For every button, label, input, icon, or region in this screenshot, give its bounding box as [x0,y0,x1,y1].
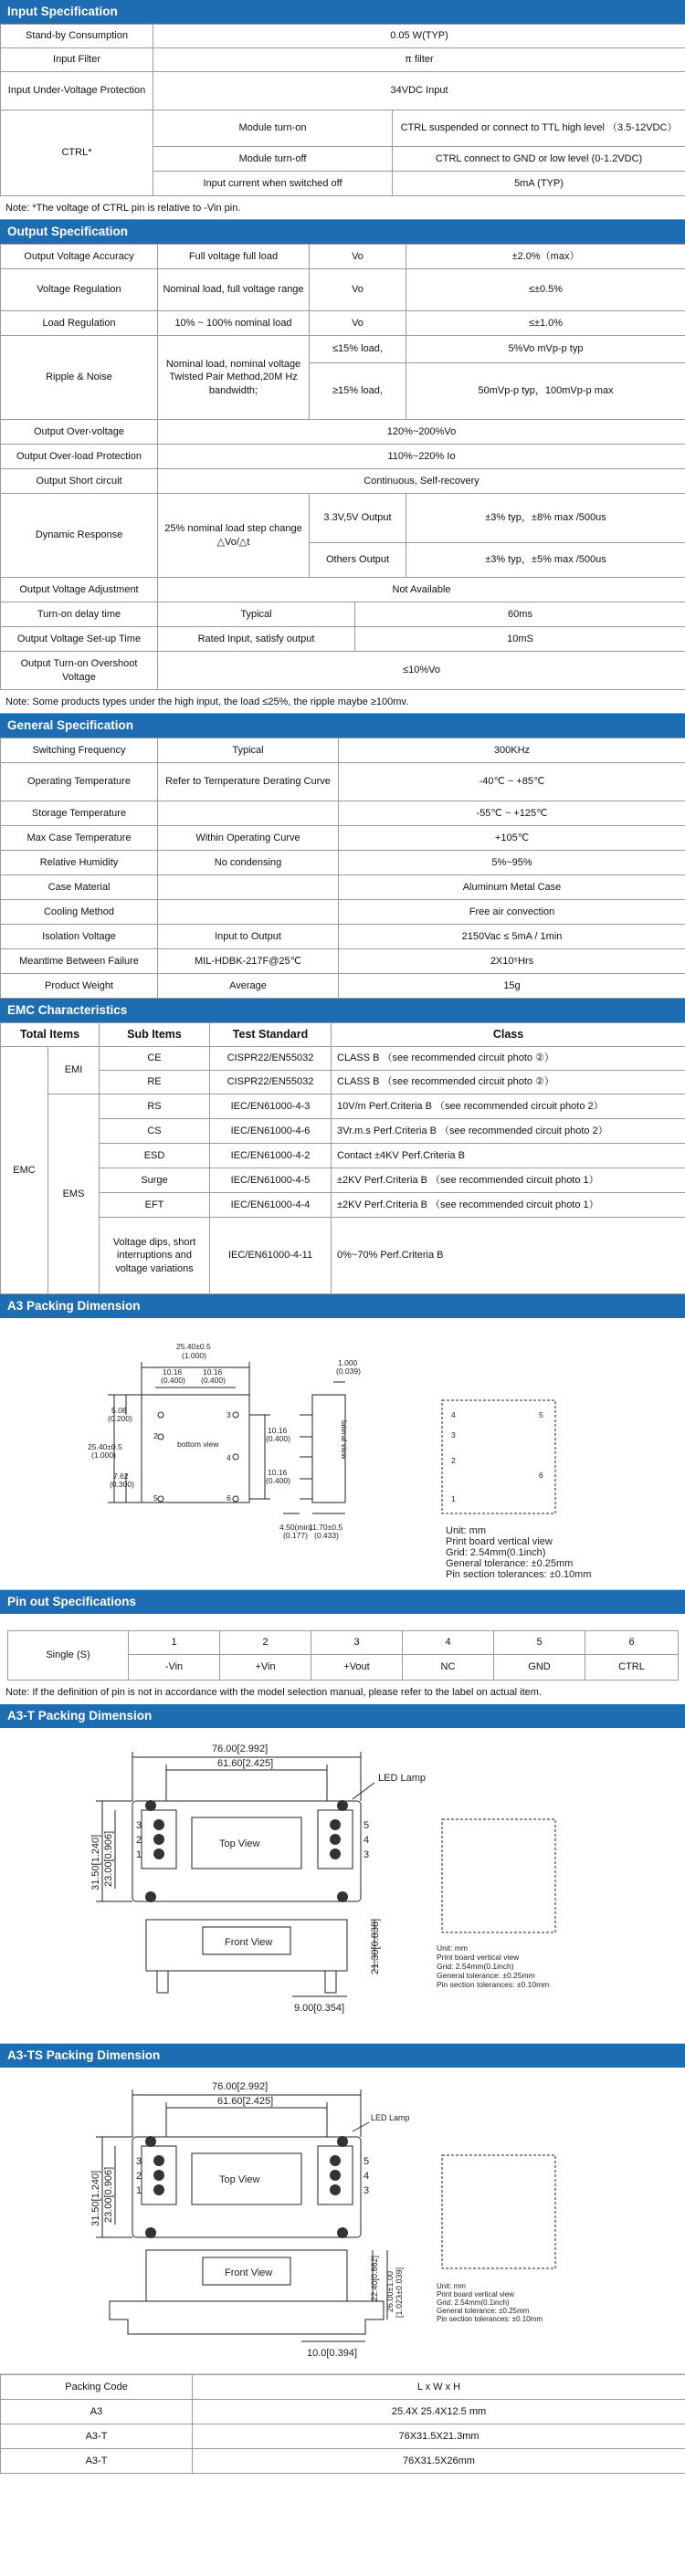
uvp-label: Input Under-Voltage Protection [1,72,153,110]
general-cond: Refer to Temperature Derating Curve [158,763,339,801]
emc-col-standard: Test Standard [210,1023,332,1047]
a3-pin-label: 5 [153,1493,158,1503]
a3-pin-dot [158,1496,163,1502]
setup-value: 10mS [355,627,685,652]
a3-drawing-svg [0,1318,685,1590]
general-label: Cooling Method [1,900,158,925]
pin-number: 2 [220,1631,311,1655]
ripple-a-sub: ≤15% load, [310,336,406,363]
pinout-header: Pin out Specifications [0,1590,685,1614]
a3ts-dim-fw: 10.0[0.394] [307,2348,358,2359]
emc-col-class: Class [332,1023,685,1047]
a3-grid-pin: 2 [451,1456,456,1465]
a3ts-dim-h2: 23.00[0.906] [103,2166,114,2223]
regulation-label: Voltage Regulation [1,269,158,311]
a3ts-rail-clip [110,2301,384,2334]
a3t-terminal-screw [153,1819,164,1830]
emc-sub: CS [100,1119,210,1144]
a3-pin-dot [158,1434,163,1440]
load-reg-symbol: Vo [310,311,406,336]
a3-header: A3 Packing Dimension [0,1294,685,1318]
a3-grid-pin: 3 [451,1430,456,1440]
a3-dim-r2: 10.16 [268,1468,288,1477]
dynamic-cond: 25% nominal load step change △Vo/△t [158,494,310,578]
general-label: Isolation Voltage [1,925,158,949]
emc-std: IEC/EN61000-4-3 [210,1094,332,1119]
general-cond: Input to Output [158,925,339,949]
turnon-label: Turn-on delay time [1,602,158,627]
emc-col-total: Total Items [1,1023,100,1047]
a3t-terminal-screw [153,1848,164,1859]
a3ts-dim-fh2: 26.00±1.00 [385,2271,395,2312]
a3-dim-height-in: (1.000) [91,1450,116,1460]
a3ts-pin-right: 3 [364,2185,370,2196]
dynamic-b-sub: Others Output [310,543,406,578]
emc-class: 10V/m Perf.Criteria B （see recommended circuit photo 2） [332,1094,685,1119]
ctrl-on-value: CTRL suspended or connect to TTL high level （3.5-12VDC） [393,110,685,147]
emc-sub: Surge [100,1168,210,1193]
a3t-dim-h: 31.50[1.240] [90,1834,101,1890]
ov-label: Output Over-voltage [1,420,158,445]
a3ts-terminal-screw [330,2170,341,2181]
regulation-cond: Nominal load, full voltage range [158,269,310,311]
a3-dim-left: 5.08 [111,1406,127,1415]
emc-std: CISPR22/EN55032 [210,1047,332,1071]
a3t-drawing [0,1728,685,2044]
packing-code: A3-T [1,2449,193,2474]
emc-std: IEC/EN61000-4-11 [210,1218,332,1294]
a3ts-dim-total: 76.00[2.992] [212,2081,269,2092]
pin-number: 6 [585,1631,679,1655]
a3-pin-label: 4 [227,1453,231,1462]
packing-col-size: L x W x H [193,2375,685,2400]
emc-sub: RS [100,1094,210,1119]
load-reg-cond: 10% ~ 100% nominal load [158,311,310,336]
a3t-dim-fh: 21.30[0.838] [370,1918,381,1974]
a3-dim-low: 7.62 [113,1471,129,1481]
a3t-note: Grid: 2.54mm(0.1inch) [437,1962,514,1971]
a3ts-screw [145,2136,156,2147]
a3-note: Pin section tolerances: ±0.10mm [446,1569,592,1580]
a3ts-terminal-screw [153,2170,164,2181]
dynamic-b-value: ±3% typ，±5% max /500us [406,543,685,578]
a3ts-dim-fh2-in: [1.023±0.039] [395,2267,404,2318]
emc-std: IEC/EN61000-4-2 [210,1144,332,1168]
emc-class: ±2KV Perf.Criteria B （see recommended circuit photo 1） [332,1193,685,1218]
ov-value: 120%~200%Vo [158,420,685,445]
a3t-grid-outline [442,1819,555,1932]
a3ts-note: General tolerance: ±0.25mm [437,2307,530,2315]
a3t-screw [145,1800,156,1811]
ctrl-current-value: 5mA (TYP) [393,172,685,196]
accuracy-value: ±2.0%（max） [406,245,685,269]
a3ts-front-view-label: Front View [225,2267,273,2278]
standby-label: Stand-by Consumption [1,25,153,48]
regulation-value: ≤±0.5% [406,269,685,311]
adjust-label: Output Voltage Adjustment [1,578,158,602]
general-value: Aluminum Metal Case [339,875,685,900]
a3-dim-pin: 4.50(min) [279,1523,312,1532]
general-cond: Typical [158,738,339,763]
dynamic-a-sub: 3.3V,5V Output [310,494,406,543]
emc-std: IEC/EN61000-4-5 [210,1168,332,1193]
a3-note: General tolerance: ±0.25mm [446,1558,574,1569]
a3ts-note: Grid: 2.54mm(0.1inch) [437,2299,510,2307]
general-label: Storage Temperature [1,801,158,826]
a3t-front-view-label: Front View [225,1937,273,1948]
general-spec-table [0,738,685,999]
output-spec-header: Output Specification [0,220,685,244]
emc-class: CLASS B （see recommended circuit photo ②） [332,1071,685,1094]
a3-pin-label: 6 [227,1493,231,1503]
a3ts-drawing [0,2068,685,2374]
ripple-a-value: 5%Vo mVp-p typ [406,336,685,363]
a3t-note: Pin section tolerances: ±0.10mm [437,1980,550,1989]
a3-bottom-view-outline [142,1395,249,1503]
a3t-pin-left: 1 [136,1849,142,1860]
turnon-cond: Typical [158,602,355,627]
a3-pin-dot [233,1454,238,1460]
emi-group: EMI [48,1047,100,1094]
pin-name: -Vin [129,1655,220,1681]
ol-label: Output Over-load Protection [1,445,158,469]
general-spec-header: General Specification [0,714,685,738]
emc-class: 0%~70% Perf.Criteria B [332,1218,685,1294]
general-value: 2X10⁵Hrs [339,949,685,974]
packing-size: 76X31.5X21.3mm [193,2424,685,2449]
ol-value: 110%~220% Io [158,445,685,469]
a3ts-note: Print board vertical view [437,2290,514,2299]
general-value: 15g [339,974,685,999]
emc-sub: EFT [100,1193,210,1218]
emc-std: IEC/EN61000-4-6 [210,1119,332,1144]
a3-pin-dot [233,1496,238,1502]
load-reg-label: Load Regulation [1,311,158,336]
pinout-row-label: Single (S) [8,1631,129,1681]
pin-name: NC [403,1655,494,1681]
pinout-table [7,1630,679,1681]
a3t-led-label: LED Lamp [378,1773,426,1784]
ripple-b-sub: ≥15% load, [310,363,406,420]
a3-dim-thick-in: (0.433) [314,1531,339,1540]
input-spec-table [0,24,685,196]
a3t-header: A3-T Packing Dimension [0,1704,685,1728]
a3t-pin-right: 4 [364,1835,370,1846]
general-cond: No condensing [158,851,339,875]
a3t-screw [337,1891,348,1902]
a3t-note: Print board vertical view [437,1953,520,1962]
a3-dim-low-in: (0.300) [110,1480,134,1489]
a3ts-dim-fh: 22.40[0.882] [370,2255,379,2301]
a3t-top-body [132,1801,361,1901]
a3t-dim-total: 76.00[2.992] [212,1744,269,1754]
ctrl-label: CTRL* [1,110,153,196]
ems-group: EMS [48,1094,100,1294]
general-label: Meantime Between Failure [1,949,158,974]
a3ts-pin-right: 5 [364,2156,370,2167]
emc-sub: RE [100,1071,210,1094]
a3-pin-label: 3 [227,1410,231,1419]
a3t-note: General tolerance: ±0.25mm [437,1971,535,1980]
a3ts-note: Pin section tolerances: ±0.10mm [437,2315,543,2323]
general-value: -55℃ ~ +125℃ [339,801,685,826]
a3t-dim-fw: 9.00[0.354] [294,2003,345,2014]
a3ts-terminal-screw [153,2155,164,2166]
a3ts-terminal-screw [153,2184,164,2195]
packing-col-code: Packing Code [1,2375,193,2400]
pin-name: GND [494,1655,585,1681]
a3ts-top-view-label: Top View [219,2174,260,2185]
load-reg-value: ≤±1.0% [406,311,685,336]
emc-class: CLASS B （see recommended circuit photo ②） [332,1047,685,1071]
a3ts-screw [337,2136,348,2147]
general-cond: Average [158,974,339,999]
a3t-terminal-screw [330,1819,341,1830]
setup-cond: Rated Input, satisfy output [158,627,355,652]
general-label: Relative Humidity [1,851,158,875]
packing-size: 76X31.5X26mm [193,2449,685,2474]
a3-dim-height: 25.40±0.5 [88,1442,122,1451]
a3ts-terminal-screw [330,2184,341,2195]
standby-value: 0.05 W(TYP) [153,25,685,48]
a3ts-pin-right: 4 [364,2171,370,2182]
turnon-value: 60ms [355,602,685,627]
sc-label: Output Short circuit [1,469,158,494]
a3ts-dim-h: 31.50[1.240] [90,2170,101,2226]
emc-total: EMC [1,1047,48,1294]
ctrl-current-label: Input current when switched off [153,172,393,196]
a3-dim-left-in: (0.200) [108,1414,132,1423]
general-label: Switching Frequency [1,738,158,763]
a3t-front-foot [325,1971,336,1993]
a3-dim-width-in: (1.000) [182,1351,206,1360]
a3ts-top-body [132,2137,361,2237]
a3-pin-dot [158,1412,163,1418]
ripple-cond: Nominal load, nominal voltage Twisted Pair Method,20M Hz bandwidth; [158,336,310,420]
a3t-front-foot [157,1971,168,1993]
ripple-b-value: 50mVp-p typ，100mVp-p max [406,363,685,420]
general-label: Case Material [1,875,158,900]
general-value: Free air convection [339,900,685,925]
a3t-screw [337,1800,348,1811]
a3-dim-top-in: (0.039) [336,1367,361,1376]
general-value: 300KHz [339,738,685,763]
a3-lateral-view-label: lateral view [340,1420,349,1460]
a3ts-screw [145,2227,156,2238]
a3t-pin-left: 2 [136,1835,142,1846]
a3-dim-r1-in: (0.400) [266,1434,290,1443]
input-note: Note: *The voltage of CTRL pin is relative to -Vin pin. [0,196,685,220]
a3ts-grid-outline [442,2155,555,2268]
general-cond [158,875,339,900]
emc-class: ±2KV Perf.Criteria B （see recommended circuit photo 1） [332,1168,685,1193]
general-value: 2150Vac ≤ 5mA / 1min [339,925,685,949]
a3-dim-width: 25.40±0.5 [176,1342,211,1351]
a3t-note: Unit: mm [437,1943,468,1953]
a3-grid-pin: 1 [451,1494,456,1503]
a3t-terminal-screw [153,1834,164,1845]
accuracy-cond: Full voltage full load [158,245,310,269]
a3-dim-r1: 10.16 [268,1426,288,1435]
a3ts-drawing-svg [0,2068,685,2374]
a3-bottom-view-label: bottom view [177,1440,219,1449]
a3-grid-pin: 5 [539,1410,543,1419]
a3t-terminal-screw [330,1848,341,1859]
pin-number: 3 [311,1631,403,1655]
a3ts-pin-left: 1 [136,2185,142,2196]
filter-label: Input Filter [1,48,153,72]
a3-grid-pin: 6 [539,1471,543,1480]
a3-dim-pitch-b-in: (0.400) [201,1376,226,1385]
general-value: 5%~95% [339,851,685,875]
a3-grid-pin: 4 [451,1410,456,1419]
packing-size: 25.4X 25.4X12.5 mm [193,2400,685,2424]
general-label: Product Weight [1,974,158,999]
ctrl-on-label: Module turn-on [153,110,393,147]
packing-code: A3 [1,2400,193,2424]
a3t-dim-hole: 61.60[2.425] [217,1758,274,1769]
a3-dim-pitch-a: 10.16 [163,1367,183,1377]
a3-note: Print board vertical view [446,1536,553,1547]
emc-sub: Voltage dips, short interruptions and voltage variations [100,1218,210,1294]
a3-dim-pitch-b: 10.16 [203,1367,223,1377]
output-note: Note: Some products types under the high input, the load ≤25%, the ripple maybe ≥100mv. [0,690,685,714]
packing-code: A3-T [1,2424,193,2449]
a3ts-terminal-screw [330,2155,341,2166]
a3t-pin-right: 5 [364,1820,370,1831]
a3-pin-dot [233,1412,238,1418]
emc-std: CISPR22/EN55032 [210,1071,332,1094]
sc-value: Continuous, Self-recovery [158,469,685,494]
general-cond: MIL-HDBK-217F@25℃ [158,949,339,974]
a3t-drawing-svg [0,1728,685,2044]
filter-value: π filter [153,48,685,72]
a3ts-dim-hole: 61.60[2.425] [217,2096,274,2107]
accuracy-symbol: Vo [310,245,406,269]
dynamic-label: Dynamic Response [1,494,158,578]
emc-table [0,1022,685,1294]
a3-dim-pin-in: (0.177) [283,1531,308,1540]
pin-number: 5 [494,1631,585,1655]
setup-label: Output Voltage Set-up Time [1,627,158,652]
a3t-top-view-label: Top View [219,1838,260,1849]
a3-note: Unit: mm [446,1525,486,1536]
a3t-pin-left: 3 [136,1820,142,1831]
accuracy-label: Output Voltage Accuracy [1,245,158,269]
a3ts-pin-left: 2 [136,2171,142,2182]
general-cond [158,900,339,925]
pin-number: 1 [129,1631,220,1655]
pin-name: +Vout [311,1655,403,1681]
emc-header: EMC Characteristics [0,999,685,1022]
adjust-value: Not Available [158,578,685,602]
overshoot-label: Output Turn-on Overshoot Voltage [1,652,158,690]
ctrl-off-value: CTRL connect to GND or low level (0-1.2VDC) [393,147,685,172]
ripple-label: Ripple & Noise [1,336,158,420]
a3t-terminal-screw [330,1834,341,1845]
a3t-screw [145,1891,156,1902]
a3ts-led-label: LED Lamp [371,2113,410,2122]
regulation-symbol: Vo [310,269,406,311]
a3t-dim-h2: 23.00[0.906] [103,1830,114,1887]
a3-dim-pitch-a-in: (0.400) [161,1376,185,1385]
ctrl-off-label: Module turn-off [153,147,393,172]
general-label: Max Case Temperature [1,826,158,851]
output-spec-table [0,244,685,690]
emc-col-sub: Sub Items [100,1023,210,1047]
a3-drawing [0,1318,685,1590]
a3-dim-thick: 11.70±0.5 [309,1523,343,1532]
overshoot-value: ≤10%Vo [158,652,685,690]
pin-number: 4 [403,1631,494,1655]
general-label: Operating Temperature [1,763,158,801]
a3ts-header: A3-TS Packing Dimension [0,2044,685,2068]
uvp-value: 34VDC Input [153,72,685,110]
general-value: -40℃ ~ +85℃ [339,763,685,801]
packing-table [0,2374,685,2474]
a3-dim-top: 1.000 [338,1358,358,1367]
emc-class: 3Vr.m.s Perf.Criteria B （see recommended circuit photo 2） [332,1119,685,1144]
general-cond [158,801,339,826]
input-spec-header: Input Specification [0,0,685,24]
pin-name: +Vin [220,1655,311,1681]
emc-std: IEC/EN61000-4-4 [210,1193,332,1218]
general-cond: Within Operating Curve [158,826,339,851]
emc-sub: CE [100,1047,210,1071]
dynamic-a-value: ±3% typ，±8% max /500us [406,494,685,543]
a3t-pin-right: 3 [364,1849,370,1860]
pinout-note: Note: If the definition of pin is not in accordance with the model selection manual, please refer to the label on actual item. [5,1687,543,1698]
a3-pin-label: 2 [153,1431,158,1440]
a3-note: Grid: 2.54mm(0.1inch) [446,1547,546,1558]
a3ts-note: Unit: mm [437,2282,466,2290]
a3ts-screw [337,2227,348,2238]
emc-class: Contact ±4KV Perf.Criteria B [332,1144,685,1168]
emc-sub: ESD [100,1144,210,1168]
general-value: +105℃ [339,826,685,851]
pin-name: CTRL [585,1655,679,1681]
a3ts-pin-left: 3 [136,2156,142,2167]
a3-dim-r2-in: (0.400) [266,1476,290,1485]
